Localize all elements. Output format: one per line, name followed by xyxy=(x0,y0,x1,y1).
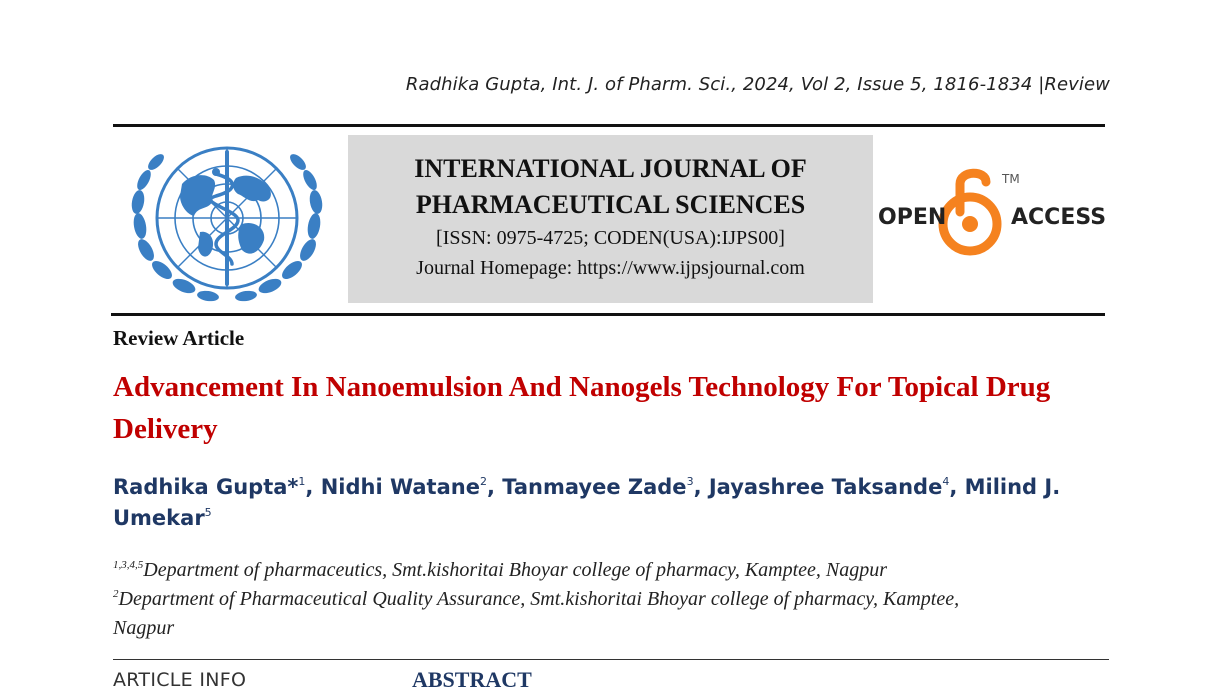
trademark-mark: TM xyxy=(1002,172,1020,186)
affiliation xyxy=(113,585,973,643)
open-access-word-access: ACCESS xyxy=(1011,205,1107,230)
affiliation xyxy=(113,556,1113,585)
journal-name xyxy=(348,151,873,223)
journal-name-line-2: PHARMACEUTICAL SCIENCES xyxy=(415,190,806,219)
author-name: Milind J. Umekar xyxy=(113,475,1061,530)
masthead-bottom-rule xyxy=(111,313,1105,316)
abstract-heading: ABSTRACT xyxy=(412,667,532,692)
author-affiliation-number: 5 xyxy=(204,506,212,519)
author-separator: , xyxy=(949,475,965,499)
author-name: Nidhi Watane xyxy=(320,475,480,499)
affiliation-text: Department of pharmaceutics, Smt.kishoritai Bhoyar college of pharmacy, Kamptee, Nagpur xyxy=(143,559,888,581)
author-affiliation-number: 4 xyxy=(942,475,950,488)
journal-masthead xyxy=(348,135,873,303)
corresponding-author-mark: * xyxy=(287,475,299,499)
open-access-logo-icon xyxy=(878,162,1110,258)
author-affiliation-number: 2 xyxy=(479,475,487,488)
who-emblem-icon xyxy=(124,134,330,308)
affiliation-list xyxy=(113,556,1113,643)
journal-name-line-1: INTERNATIONAL JOURNAL OF xyxy=(414,154,807,183)
journal-homepage: Journal Homepage: https://www.ijpsjournal.com xyxy=(416,257,805,279)
issn-line: [ISSN: 0975-4725; CODEN(USA):IJPS00] xyxy=(436,227,785,249)
article-info-heading: ARTICLE INFO xyxy=(113,669,247,691)
author-name: Jayashree Taksande xyxy=(708,475,943,499)
author-name: Radhika Gupta xyxy=(113,475,288,499)
running-head: Radhika Gupta, Int. J. of Pharm. Sci., 2024, Vol 2, Issue 5, 1816-1834 |Review xyxy=(405,74,1110,95)
article-type: Review Article xyxy=(113,326,245,350)
author-list xyxy=(113,472,1113,534)
author-affiliation-number: 3 xyxy=(686,475,694,488)
top-rule xyxy=(113,124,1105,127)
affiliation-number: 2 xyxy=(113,588,119,600)
author-affiliation-number: 1 xyxy=(298,475,306,488)
section-rule xyxy=(113,659,1109,660)
article-title: Advancement In Nanoemulsion And Nanogels Technology For Topical Drug Delivery xyxy=(113,371,1051,445)
author-separator: , xyxy=(305,475,321,499)
author-separator: , xyxy=(486,475,503,499)
author-separator: , xyxy=(693,475,709,499)
open-access-word-open: OPEN xyxy=(878,205,947,230)
affiliation-text: Department of Pharmaceutical Quality Assurance, Smt.kishoritai Bhoyar college of pharmacy, Kamptee, Nagpur xyxy=(113,588,960,639)
affiliation-number: 1,3,4,5 xyxy=(113,559,144,571)
author-name: Tanmayee Zade xyxy=(502,475,687,499)
